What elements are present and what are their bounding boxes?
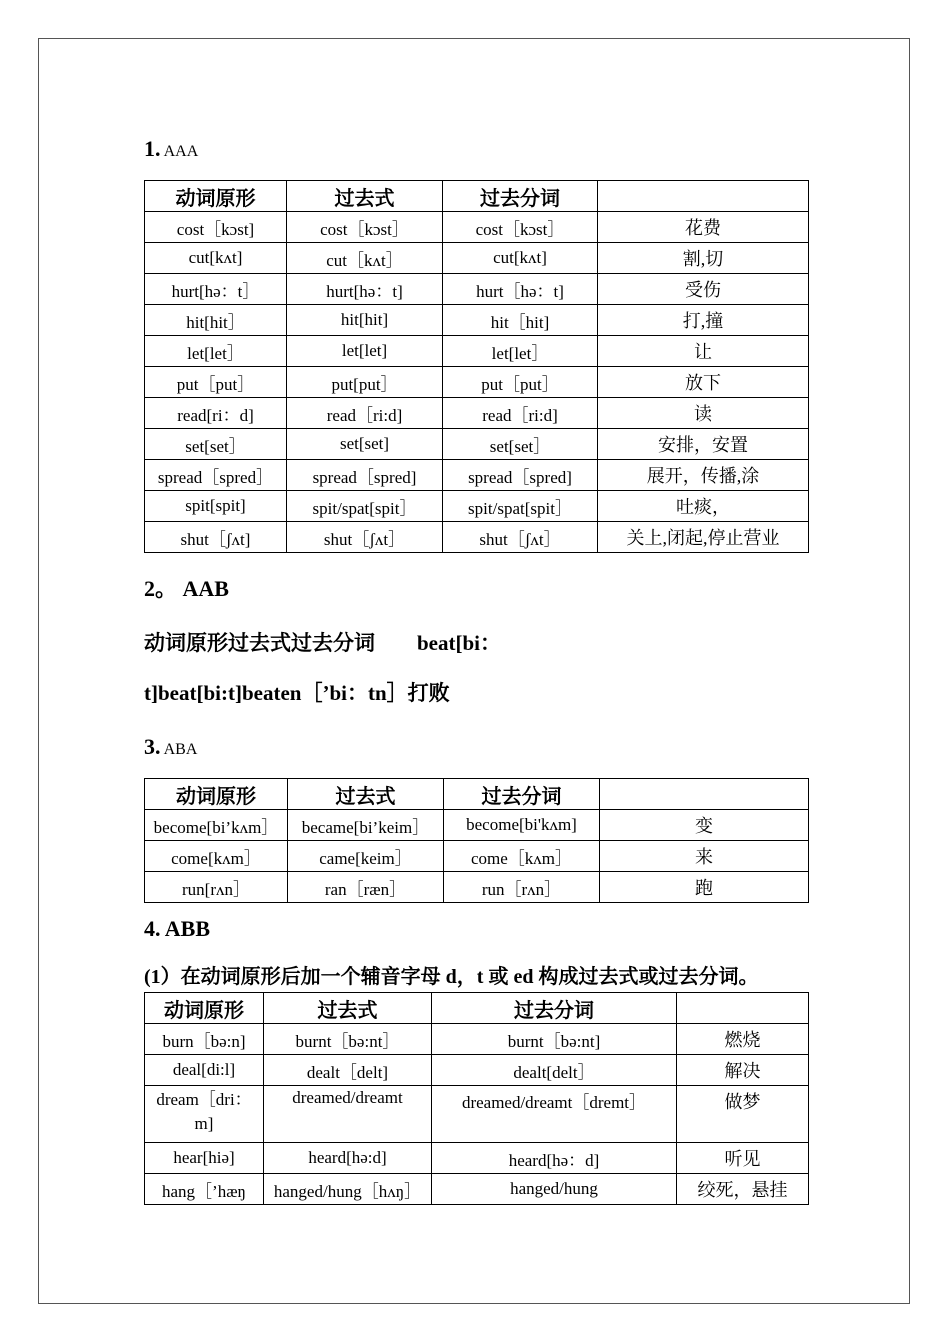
- cell-past-tense: ran［ræn］: [288, 872, 444, 903]
- cell-base-form: set[set］: [145, 429, 287, 460]
- cell-past-tense: spit/spat[spit］: [287, 491, 443, 522]
- cell-past-tense: hit[hit]: [287, 305, 443, 336]
- cell-past-tense: put[put］: [287, 367, 443, 398]
- cell-past-participle: come［kʌm］: [444, 841, 600, 872]
- abb-rule-note: (1）在动词原形后加一个辅音字母 d，t 或 ed 构成过去式或过去分词。: [144, 966, 759, 988]
- table-row: [145, 872, 809, 903]
- table-row: [145, 367, 809, 398]
- cell-base-form: hang［’hæŋ: [145, 1174, 264, 1205]
- section-1-heading: [144, 136, 198, 162]
- table-row: [145, 1086, 809, 1143]
- cell-past-tense: let[let]: [287, 336, 443, 367]
- header-past-tense: 过去式: [264, 993, 432, 1024]
- table-row: [145, 841, 809, 872]
- header-meaning: [598, 181, 809, 212]
- cell-past-participle: become[bi'kʌm]: [444, 810, 600, 841]
- section-3-heading: [144, 734, 197, 760]
- table-header-row: [145, 779, 809, 810]
- aaa-table: [144, 180, 809, 553]
- aab-line-1: 动词原形过去式过去分词 beat[bi：: [144, 631, 501, 655]
- cell-base-form: burn［bə:n]: [145, 1024, 264, 1055]
- cell-past-tense: hurt[hə：t]: [287, 274, 443, 305]
- section-4-heading: 4. ABB: [144, 916, 211, 941]
- table-row: [145, 429, 809, 460]
- cell-past-participle: let[let］: [443, 336, 598, 367]
- cell-meaning: 跑: [600, 872, 809, 903]
- table-header-row: [145, 993, 809, 1024]
- cell-past-participle: hit［hit]: [443, 305, 598, 336]
- cell-meaning: 安排，安置: [598, 429, 809, 460]
- cell-meaning: 吐痰，: [598, 491, 809, 522]
- cell-meaning: 绞死，悬挂: [677, 1174, 809, 1205]
- cell-base-form: spread［spred］: [145, 460, 287, 491]
- header-base-form: 动词原形: [145, 993, 264, 1024]
- cell-past-participle: cut[kʌt]: [443, 243, 598, 274]
- cell-past-participle: hurt［hə：t]: [443, 274, 598, 305]
- table-row: [145, 305, 809, 336]
- cell-base-form: hurt[hə：t］: [145, 274, 287, 305]
- header-base-form: 动词原形: [145, 779, 288, 810]
- cell-meaning: 受伤: [598, 274, 809, 305]
- table-row: [145, 522, 809, 553]
- section-1-title: AAA: [163, 143, 199, 160]
- cell-past-participle: run［rʌn］: [444, 872, 600, 903]
- header-past-tense: 过去式: [288, 779, 444, 810]
- section-1-number: 1.: [144, 136, 161, 161]
- cell-past-participle: set[set］: [443, 429, 598, 460]
- cell-past-tense: burnt［bə:nt］: [264, 1024, 432, 1055]
- cell-meaning: 读: [598, 398, 809, 429]
- table-row: [145, 1055, 809, 1086]
- table-row: [145, 398, 809, 429]
- cell-base-form: shut［ʃʌt]: [145, 522, 287, 553]
- cell-past-tense: set[set]: [287, 429, 443, 460]
- cell-past-participle: dreamed/dreamt［dremt］: [432, 1086, 677, 1143]
- cell-base-form: put［put］: [145, 367, 287, 398]
- cell-past-tense: dreamed/dreamt: [264, 1086, 432, 1143]
- cell-base-form: become[bi’kʌm］: [145, 810, 288, 841]
- table-row: [145, 810, 809, 841]
- cell-past-participle: put［put］: [443, 367, 598, 398]
- table-row: [145, 1024, 809, 1055]
- cell-base-form: read[ri：d]: [145, 398, 287, 429]
- cell-base-form: let[let］: [145, 336, 287, 367]
- cell-past-participle: heard[hə：d]: [432, 1143, 677, 1174]
- cell-past-tense: dealt［delt]: [264, 1055, 432, 1086]
- cell-past-participle: hanged/hung: [432, 1174, 677, 1205]
- cell-base-form: come[kʌm］: [145, 841, 288, 872]
- cell-meaning: 放下: [598, 367, 809, 398]
- cell-meaning: 听见: [677, 1143, 809, 1174]
- header-past-participle: 过去分词: [444, 779, 600, 810]
- cell-base-form: deal[di:l]: [145, 1055, 264, 1086]
- table-row: [145, 491, 809, 522]
- cell-meaning: 割,切: [598, 243, 809, 274]
- cell-base-form: hear[hiə]: [145, 1143, 264, 1174]
- header-past-participle: 过去分词: [443, 181, 598, 212]
- section-3-title: ABA: [163, 741, 198, 758]
- table-row: [145, 460, 809, 491]
- cell-past-tense: hanged/hung［hʌŋ］: [264, 1174, 432, 1205]
- table-header-row: [145, 181, 809, 212]
- header-meaning: [677, 993, 809, 1024]
- cell-past-tense: spread［spred]: [287, 460, 443, 491]
- header-past-tense: 过去式: [287, 181, 443, 212]
- table-row: [145, 212, 809, 243]
- cell-meaning: 让: [598, 336, 809, 367]
- cell-past-participle: shut［ʃʌt］: [443, 522, 598, 553]
- cell-past-participle: spread［spred]: [443, 460, 598, 491]
- cell-past-tense: became[bi’keim］: [288, 810, 444, 841]
- cell-meaning: 变: [600, 810, 809, 841]
- cell-past-participle: burnt［bə:nt]: [432, 1024, 677, 1055]
- table-row: [145, 336, 809, 367]
- cell-meaning: 花费: [598, 212, 809, 243]
- aab-line-2: t]beat[bi:t]beaten［’bi：tn］打败: [144, 681, 450, 705]
- cell-meaning: 关上,闭起,停止营业: [598, 522, 809, 553]
- cell-past-tense: cut［kʌt］: [287, 243, 443, 274]
- cell-meaning: 展开，传播,涂: [598, 460, 809, 491]
- table-row: [145, 243, 809, 274]
- cell-past-tense: came[keim］: [288, 841, 444, 872]
- cell-past-participle: spit/spat[spit］: [443, 491, 598, 522]
- cell-meaning: 燃烧: [677, 1024, 809, 1055]
- cell-base-form: spit[spit]: [145, 491, 287, 522]
- abb-table: [144, 992, 809, 1205]
- cell-past-participle: dealt[delt］: [432, 1055, 677, 1086]
- cell-past-participle: cost［kɔst］: [443, 212, 598, 243]
- cell-base-form: cost［kɔst]: [145, 212, 287, 243]
- cell-base-form: hit[hit］: [145, 305, 287, 336]
- section-3-number: 3.: [144, 734, 161, 759]
- header-meaning: [600, 779, 809, 810]
- cell-base-form: run[rʌn］: [145, 872, 288, 903]
- header-past-participle: 过去分词: [432, 993, 677, 1024]
- cell-meaning: 做梦: [677, 1086, 809, 1143]
- cell-past-participle: read［ri:d]: [443, 398, 598, 429]
- cell-base-form: cut[kʌt]: [145, 243, 287, 274]
- cell-past-tense: cost［kɔst］: [287, 212, 443, 243]
- aba-table: [144, 778, 809, 903]
- cell-past-tense: read［ri:d]: [287, 398, 443, 429]
- cell-meaning: 打,撞: [598, 305, 809, 336]
- table-row: [145, 1143, 809, 1174]
- cell-past-tense: shut［ʃʌt］: [287, 522, 443, 553]
- cell-base-form: dream［dri：m]: [145, 1086, 264, 1143]
- table-row: [145, 274, 809, 305]
- table-row: [145, 1174, 809, 1205]
- cell-past-tense: heard[hə:d]: [264, 1143, 432, 1174]
- section-2-heading: 2。 AAB: [144, 576, 229, 601]
- cell-meaning: 来: [600, 841, 809, 872]
- cell-meaning: 解决: [677, 1055, 809, 1086]
- header-base-form: 动词原形: [145, 181, 287, 212]
